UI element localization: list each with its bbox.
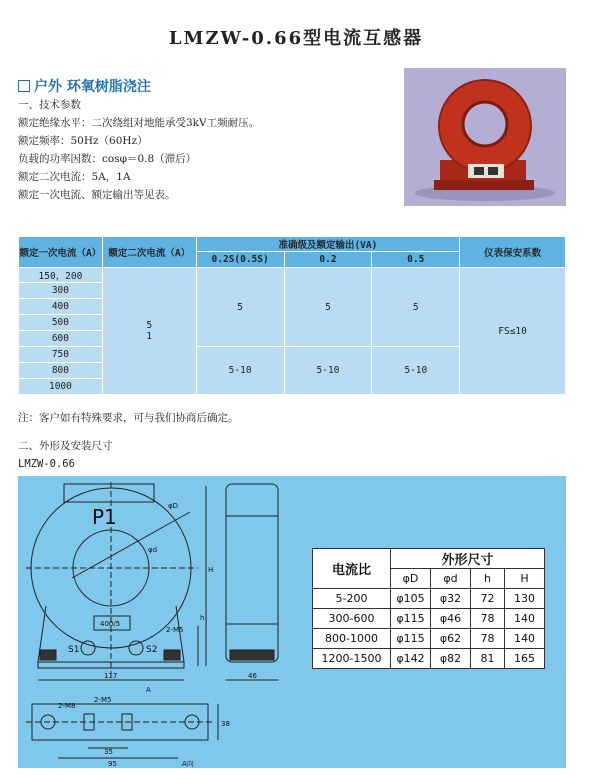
view-a-label: A向 [182,760,194,768]
table-cell: 165 [505,649,545,669]
spec-line: 额定二次电流：5A，1A [18,171,131,183]
col-header-primary: 额定一次电流（A） [19,237,103,268]
table-cell: 5 [372,268,460,347]
h-label: h [200,614,205,622]
dim-subheader: h [471,569,505,589]
dim-35: 35 [104,748,113,756]
s2-label: S2 [146,645,158,655]
spec-line: 额定绝缘水平：二次绕组对地能承受3kV工频耐压。 [18,117,260,129]
dimension-table [312,548,545,669]
sub-header: 0.2S(0.5S) [196,252,284,268]
table-cell: 5-10 [372,347,460,395]
m8-label: 2-M8 [58,702,76,710]
m5-label: 2-M5 [166,626,184,634]
table-row [313,609,545,629]
col-header-secondary: 额定二次电流（A） [102,237,196,268]
table-cell: 72 [471,589,505,609]
phiD-label: φD [168,502,179,510]
table-cell: φ32 [431,589,471,609]
table-cell: 800 [19,363,103,379]
fs-cell: FS≤10 [460,268,566,395]
sub-header: 0.2 [284,252,372,268]
table-cell: φ46 [431,609,471,629]
table-cell: 81 [471,649,505,669]
page-title: LMZW-0.66型电流互感器 [168,28,424,49]
spec-line: 额定一次电流、额定输出等见表。 [18,189,176,201]
table-cell: 500 [19,315,103,331]
dim-subheader: φd [431,569,471,589]
table-cell: 140 [505,629,545,649]
phid-label: φd [148,546,158,554]
table-cell: 5-200 [313,589,391,609]
table-cell: 750 [19,347,103,363]
table-cell: 5 [196,268,284,347]
table-cell: φ82 [431,649,471,669]
table-cell: φ105 [391,589,431,609]
table-row [313,629,545,649]
table-cell: 140 [505,609,545,629]
dim-38: 38 [221,720,230,728]
table-cell: 150，200 [19,268,103,283]
table-cell: 78 [471,629,505,649]
table-cell: 800-1000 [313,629,391,649]
bottom-view [26,704,218,758]
side-view [226,484,278,680]
table-cell: φ115 [391,629,431,649]
secondary-current-cell [102,268,196,395]
dim-117: 117 [104,672,118,680]
table-cell: 300-600 [313,609,391,629]
plate-label: 400/5 [100,620,121,628]
table-cell: φ115 [391,609,431,629]
s1-label: S1 [68,645,80,655]
table-cell: 5-10 [196,347,284,395]
table-cell: 1000 [19,379,103,395]
spec-list [18,96,259,204]
arrow-a-label: A [146,686,151,694]
spec-line: 负载的功率因数：cosφ＝0.8（滞后） [18,153,197,165]
dim-subheader: φD [391,569,431,589]
spec-line: 额定频率：50Hz（60Hz） [18,135,148,147]
table-row [313,649,545,669]
dim-46: 46 [248,672,257,680]
table-note: 注：客户如有特殊要求，可与我们协商后确定。 [18,412,239,424]
dim-header-ratio: 电流比 [313,549,391,589]
section-heading-label: 户外 环氧树脂浇注 [34,79,151,95]
dim-header-size: 外形尺寸 [391,549,545,569]
table-cell: 5-10 [284,347,372,395]
sub-header: 0.5 [372,252,460,268]
p1-label: P1 [92,505,117,529]
model-label: LMZW-0.66 [18,458,75,470]
H-label: H [208,566,214,574]
spec-line: 一、技术参数 [18,99,81,111]
secondary-value: 5 [146,320,153,331]
dim-subheader: H [505,569,545,589]
section-heading [18,76,151,96]
dim-95: 95 [108,760,117,768]
rating-table [18,236,566,395]
col-header-fs: 仪表保安系数 [460,237,566,268]
m5b-label: 2-M5 [94,696,112,704]
col-header-accuracy: 准确级及额定输出(VA) [196,237,460,252]
checkbox-square-icon [18,80,30,92]
transformer-illustration [404,68,566,206]
table-cell: φ142 [391,649,431,669]
table-cell: 300 [19,283,103,299]
secondary-value: 1 [146,331,153,342]
product-photo [404,68,566,206]
table-cell: 600 [19,331,103,347]
table-cell: 400 [19,299,103,315]
table-cell: 130 [505,589,545,609]
table-row [313,589,545,609]
table-cell: 1200-1500 [313,649,391,669]
table-cell: φ62 [431,629,471,649]
table-cell: 5 [284,268,372,347]
table-cell: 78 [471,609,505,629]
section-2-heading: 二、外形及安装尺寸 [18,440,113,452]
